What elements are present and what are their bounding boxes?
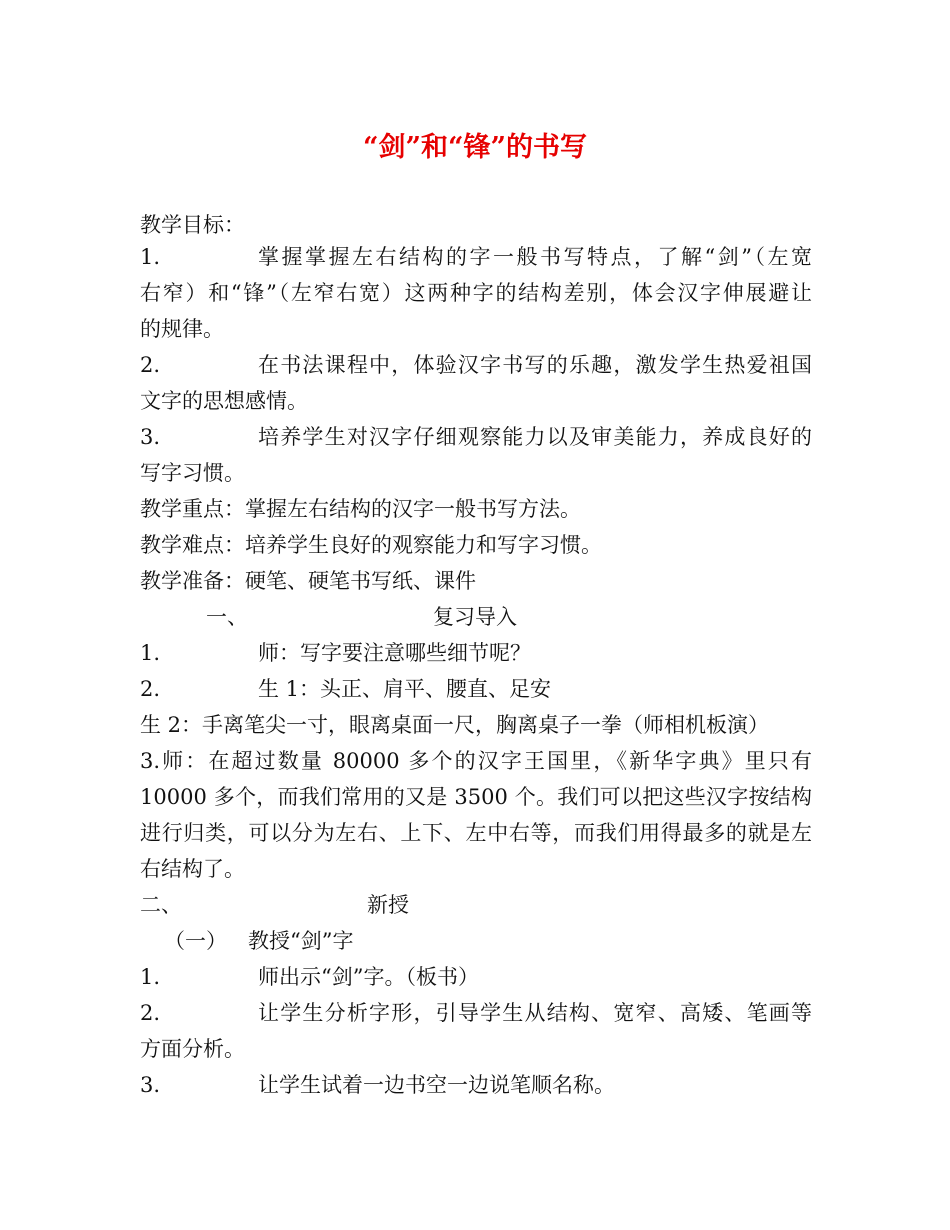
- objectives-heading: 教学目标：: [140, 213, 245, 237]
- objective-2-text: 在书法课程中，体验汉字书写的乐趣，激发学生热爱祖国: [258, 353, 812, 377]
- review-1-number: 1.: [140, 641, 161, 665]
- step-2-number: 2.: [140, 1001, 161, 1025]
- document-title: “剑”和“锋”的书写: [362, 132, 588, 163]
- key-point: 教学重点：掌握左右结构的汉字一般书写方法。: [140, 497, 581, 521]
- review-2-number: 2.: [140, 677, 161, 701]
- difficulty: 教学难点：培养学生良好的观察能力和写字习惯。: [140, 533, 602, 557]
- paragraph-3-line-4: 右结构了。: [140, 857, 245, 881]
- objective-2-line-2: 文字的思想感情。: [140, 389, 308, 413]
- step-1: [140, 959, 812, 995]
- objective-1-line-2: 右窄）和“锋”（左窄右宽）这两种字的结构差别，体会汉字伸展避让: [140, 281, 812, 305]
- paragraph-3-line-2: 10000 多个，而我们常用的又是 3500 个。我们可以把这些汉字按结构: [140, 785, 812, 809]
- step-3-text: 让学生试着一边书空一边说笔顺名称。: [258, 1073, 615, 1097]
- section-2-title: 新授: [367, 893, 409, 917]
- step-1-number: 1.: [140, 965, 161, 989]
- review-2-text: 生 1：头正、肩平、腰直、足安: [258, 677, 552, 701]
- section-2-number: 二、: [140, 893, 182, 917]
- objective-1-first-line: [140, 239, 812, 275]
- paragraph-3-line-1: 3.师：在超过数量 80000 多个的汉字王国里，《新华字典》里只有: [140, 749, 812, 773]
- step-2: [140, 995, 812, 1031]
- objective-1-line-3: 的规律。: [140, 317, 224, 341]
- step-1-text: 师出示“剑”字。（板书）: [258, 965, 479, 989]
- student-2-answer: 生 2：手离笔尖一寸，眼离桌面一尺，胸离桌子一拳（师相机板演）: [140, 713, 770, 737]
- objective-3-number: 3.: [140, 425, 161, 449]
- objective-3-line-2: 写字习惯。: [140, 461, 245, 485]
- section-1-heading: [140, 599, 812, 635]
- review-1-text: 师：写字要注意哪些细节呢？: [258, 641, 531, 665]
- objective-3-first-line: [140, 419, 812, 455]
- objective-2-number: 2.: [140, 353, 161, 377]
- step-3: [140, 1067, 812, 1103]
- paragraph-3-line-3: 进行归类，可以分为左右、上下、左中右等，而我们用得最多的就是左: [140, 821, 812, 845]
- section-2-heading: [140, 887, 812, 923]
- preparation: 教学准备：硬笔、硬笔书写纸、课件: [140, 569, 476, 593]
- step-2-text: 让学生分析字形，引导学生从结构、宽窄、高矮、笔画等: [258, 1001, 812, 1025]
- section-1-title: 复习导入: [433, 605, 517, 629]
- objective-1-text: 掌握掌握左右结构的字一般书写特点，了解“剑”（左宽: [258, 245, 812, 269]
- subsection-1-title: 教授“剑”字: [248, 929, 354, 953]
- objective-2-first-line: [140, 347, 812, 383]
- review-item-1: [140, 635, 812, 671]
- objective-3-text: 培养学生对汉字仔细观察能力以及审美能力，养成良好的: [258, 425, 812, 449]
- section-1-number: 一、: [206, 605, 248, 629]
- step-3-number: 3.: [140, 1073, 161, 1097]
- objective-1-number: 1.: [140, 245, 161, 269]
- review-item-2: [140, 671, 812, 707]
- step-2-line-2: 方面分析。: [140, 1037, 245, 1061]
- subsection-1-heading: [140, 923, 812, 959]
- subsection-1-number: （一）: [164, 929, 227, 953]
